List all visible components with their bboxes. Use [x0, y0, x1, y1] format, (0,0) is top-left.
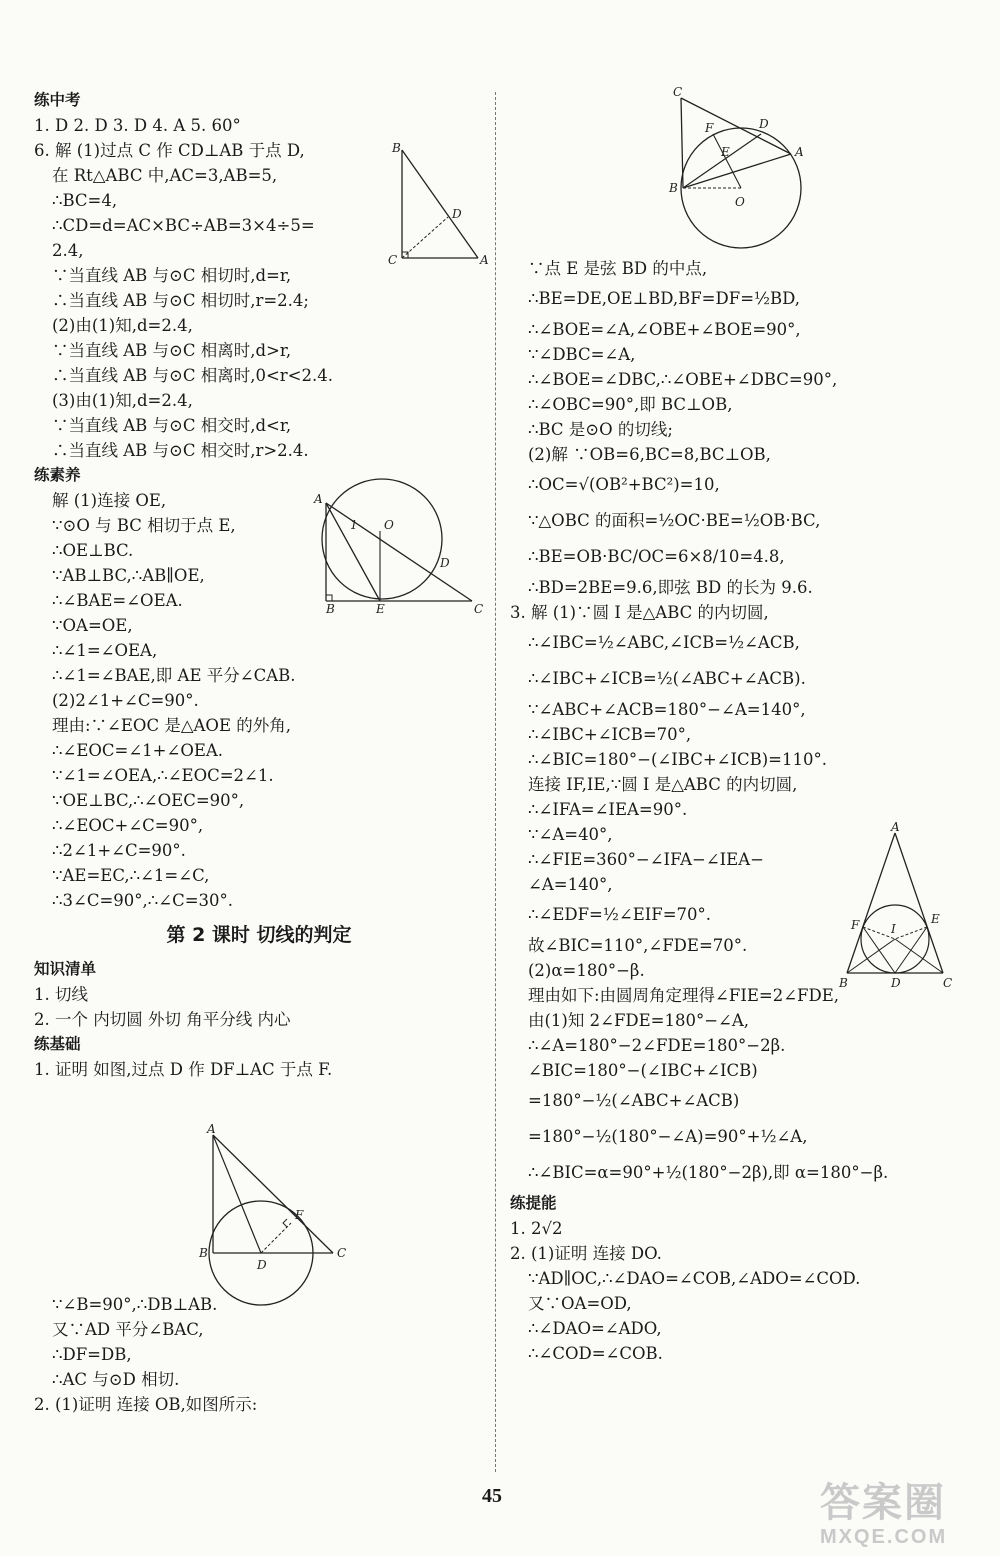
text-line: ∴BE=DE,OE⊥BD,BF=DF=½BD,: [528, 289, 801, 308]
text-line: (3)由(1)知,d=2.4,: [52, 391, 193, 410]
svg-text:B: B: [392, 141, 401, 155]
text-line: 理由如下:由圆周角定理得∠FIE=2∠FDE,: [528, 986, 840, 1005]
svg-text:A: A: [207, 1122, 216, 1136]
text-line: 理由:∵∠EOC 是△AOE 的外角,: [52, 716, 291, 735]
section-heading: 练素养: [34, 466, 81, 484]
svg-text:O: O: [735, 195, 745, 209]
text-line: 1. 证明 如图,过点 D 作 DF⊥AC 于点 F.: [34, 1060, 333, 1079]
page-number: 45: [482, 1485, 502, 1507]
text-line: 又∵AD 平分∠BAC,: [52, 1320, 204, 1339]
text-line: ∴当直线 AB 与⊙C 相离时,0<r<2.4.: [52, 366, 333, 385]
text-line: ∴∠BOE=∠A,∠OBE+∠BOE=90°,: [528, 320, 801, 339]
right-column: [510, 88, 980, 1366]
svg-text:A: A: [314, 492, 323, 506]
figure-circle-tangent: [310, 485, 490, 619]
text-line: =180°−½(180°−∠A)=90°+½∠A,: [528, 1127, 808, 1146]
text-line: ∴∠EOC+∠C=90°,: [52, 816, 204, 835]
figure-circle-D: [195, 1122, 355, 1334]
text-line: ∵∠ABC+∠ACB=180°−∠A=140°,: [528, 700, 806, 719]
text-line: ∵点 E 是弦 BD 的中点,: [528, 259, 708, 278]
text-line: 故∠BIC=110°,∠FDE=70°.: [528, 936, 748, 955]
text-line: ∴∠BIC=180°−(∠IBC+∠ICB)=110°.: [528, 750, 827, 769]
text-line: ∴∠A=180°−2∠FDE=180°−2β.: [528, 1036, 786, 1055]
text-line: ∵OE⊥BC,∴∠OEC=90°,: [52, 791, 245, 810]
text-line: ∴∠EDF=½∠EIF=70°.: [528, 905, 712, 924]
text-line: ∵△OBC 的面积=½OC·BE=½OB·BC,: [528, 511, 821, 530]
text-line: ∴BC 是⊙O 的切线;: [528, 420, 673, 439]
svg-text:B: B: [199, 1246, 208, 1260]
text-line: ∵OA=OE,: [52, 616, 133, 635]
text-line: (2)2∠1+∠C=90°.: [52, 691, 199, 710]
text-line: ∴3∠C=90°,∴∠C=30°.: [52, 891, 234, 910]
text-line: ∴∠COD=∠COB.: [528, 1344, 663, 1363]
text-line: 解 (1)连接 OE,: [52, 491, 167, 510]
svg-text:C: C: [474, 602, 484, 616]
text-line: 2. (1)证明 连接 OB,如图所示:: [34, 1395, 258, 1414]
svg-text:F: F: [705, 121, 714, 135]
text-line: ∴AC 与⊙D 相切.: [52, 1370, 180, 1389]
text-line: (2)解 ∵OB=6,BC=8,BC⊥OB,: [528, 445, 771, 464]
text-line: ∴CD=d=AC×BC÷AB=3×4÷5=: [52, 216, 315, 235]
text-line: ∠A=140°,: [528, 875, 613, 894]
text-line: ∴∠EOC=∠1+∠OEA.: [52, 741, 224, 760]
text-line: 1. 切线: [34, 985, 88, 1004]
text-line: 2. 一个 内切圆 外切 角平分线 内心: [34, 1010, 291, 1029]
svg-text:C: C: [388, 253, 398, 267]
svg-text:D: D: [891, 976, 901, 990]
text-line: (2)α=180°−β.: [528, 961, 645, 980]
figure-right-triangle: [380, 140, 490, 274]
column-divider: [495, 92, 496, 1472]
svg-text:F: F: [295, 1208, 304, 1222]
text-line: (2)由(1)知,d=2.4,: [52, 316, 193, 335]
text-line: ∴OE⊥BC.: [52, 541, 134, 560]
text-line: 在 Rt△ABC 中,AC=3,AB=5,: [52, 166, 278, 185]
text-line: 3. 解 (1)∵圆 I 是△ABC 的内切圆,: [510, 603, 769, 622]
lesson-title: 第 2 课时 切线的判定: [166, 924, 352, 946]
watermark: [820, 1480, 947, 1549]
text-line: ∵AD∥OC,∴∠DAO=∠COB,∠ADO=∠COD.: [528, 1269, 861, 1288]
text-line: 连接 IF,IE,∵圆 I 是△ABC 的内切圆,: [528, 775, 798, 794]
text-line: ∴∠1=∠BAE,即 AE 平分∠CAB.: [52, 666, 296, 685]
text-line: ∴当直线 AB 与⊙C 相交时,r>2.4.: [52, 441, 309, 460]
svg-text:E: E: [931, 912, 940, 926]
watermark-url: MXQE.COM: [820, 1526, 948, 1548]
text-line: ∴∠DAO=∠ADO,: [528, 1319, 662, 1338]
text-line: ∵当直线 AB 与⊙C 相切时,d=r,: [52, 266, 292, 285]
text-line: ∴DF=DB,: [52, 1345, 132, 1364]
text-line: =180°−½(∠ABC+∠ACB): [528, 1091, 740, 1110]
text-line: 由(1)知 2∠FDE=180°−∠A,: [528, 1011, 750, 1030]
text-line: ∵∠A=40°,: [528, 825, 613, 844]
text-line: ∵当直线 AB 与⊙C 相离时,d>r,: [52, 341, 292, 360]
section-heading: 练基础: [34, 1035, 81, 1053]
text-line: ∴∠1=∠OEA,: [52, 641, 158, 660]
section-heading: 知识清单: [34, 960, 97, 978]
text-line: 1. D 2. D 3. D 4. A 5. 60°: [34, 116, 241, 135]
text-line: ∴∠BIC=α=90°+½(180°−2β),即 α=180°−β.: [528, 1163, 889, 1182]
svg-text:D: D: [452, 207, 462, 221]
text-line: ∵∠DBC=∠A,: [528, 345, 636, 364]
text-line: ∴当直线 AB 与⊙C 相切时,r=2.4;: [52, 291, 309, 310]
text-line: ∴BD=2BE=9.6,即弦 BD 的长为 9.6.: [528, 578, 813, 597]
text-line: ∴∠FIE=360°−∠IFA−∠IEA−: [528, 850, 764, 869]
text-line: ∵AB⊥BC,∴AB∥OE,: [52, 566, 205, 585]
svg-text:A: A: [795, 145, 804, 159]
svg-text:A: A: [480, 253, 489, 267]
svg-text:D: D: [440, 556, 450, 570]
svg-text:D: D: [759, 117, 769, 131]
svg-text:A: A: [891, 820, 900, 834]
svg-text:E: E: [721, 145, 730, 159]
svg-text:I: I: [891, 922, 896, 936]
text-line: 6. 解 (1)过点 C 作 CD⊥AB 于点 D,: [34, 141, 305, 160]
text-line: ∴2∠1+∠C=90°.: [52, 841, 186, 860]
svg-text:B: B: [839, 976, 848, 990]
text-line: ∴∠IBC=½∠ABC,∠ICB=½∠ACB,: [528, 633, 800, 652]
text-line: ∵∠B=90°,∴DB⊥AB.: [52, 1295, 218, 1314]
svg-text:C: C: [673, 85, 683, 99]
section-heading: 练中考: [34, 91, 81, 109]
text-line: ∵⊙O 与 BC 相切于点 E,: [52, 516, 236, 535]
svg-text:1: 1: [350, 518, 358, 532]
text-line: ∴∠BOE=∠DBC,∴∠OBE+∠DBC=90°,: [528, 370, 838, 389]
text-line: ∴∠IFA=∠IEA=90°.: [528, 800, 688, 819]
svg-text:F: F: [851, 918, 860, 932]
svg-text:E: E: [376, 602, 385, 616]
text-line: 1. 2√2: [510, 1219, 563, 1238]
text-line: ∵当直线 AB 与⊙C 相交时,d<r,: [52, 416, 292, 435]
svg-text:C: C: [943, 976, 953, 990]
text-line: 又∵OA=OD,: [528, 1294, 632, 1313]
svg-text:B: B: [669, 181, 678, 195]
text-line: ∴∠OBC=90°,即 BC⊥OB,: [528, 395, 733, 414]
text-line: ∴OC=√(OB²+BC²)=10,: [528, 475, 720, 494]
text-line: ∴BE=OB·BC/OC=6×8/10=4.8,: [528, 547, 785, 566]
text-line: ∴∠BAE=∠OEA.: [52, 591, 183, 610]
text-line: 2.4,: [52, 241, 84, 260]
text-line: ∴∠IBC+∠ICB=½(∠ABC+∠ACB).: [528, 669, 806, 688]
text-line: ∴∠IBC+∠ICB=70°,: [528, 725, 692, 744]
figure-incircle: [835, 820, 955, 994]
watermark-logo: 答案圈: [820, 1481, 946, 1525]
section-heading: 练提能: [510, 1194, 557, 1212]
svg-text:B: B: [326, 602, 335, 616]
text-line: ∴BC=4,: [52, 191, 118, 210]
svg-text:D: D: [257, 1258, 267, 1272]
figure-circle-O-chord: [665, 85, 825, 262]
text-line: 2. (1)证明 连接 DO.: [510, 1244, 662, 1263]
text-line: ∵∠1=∠OEA,∴∠EOC=2∠1.: [52, 766, 274, 785]
text-line: ∵AE=EC,∴∠1=∠C,: [52, 866, 210, 885]
svg-text:O: O: [384, 518, 394, 532]
svg-text:C: C: [337, 1246, 347, 1260]
text-line: ∠BIC=180°−(∠IBC+∠ICB): [528, 1061, 758, 1080]
